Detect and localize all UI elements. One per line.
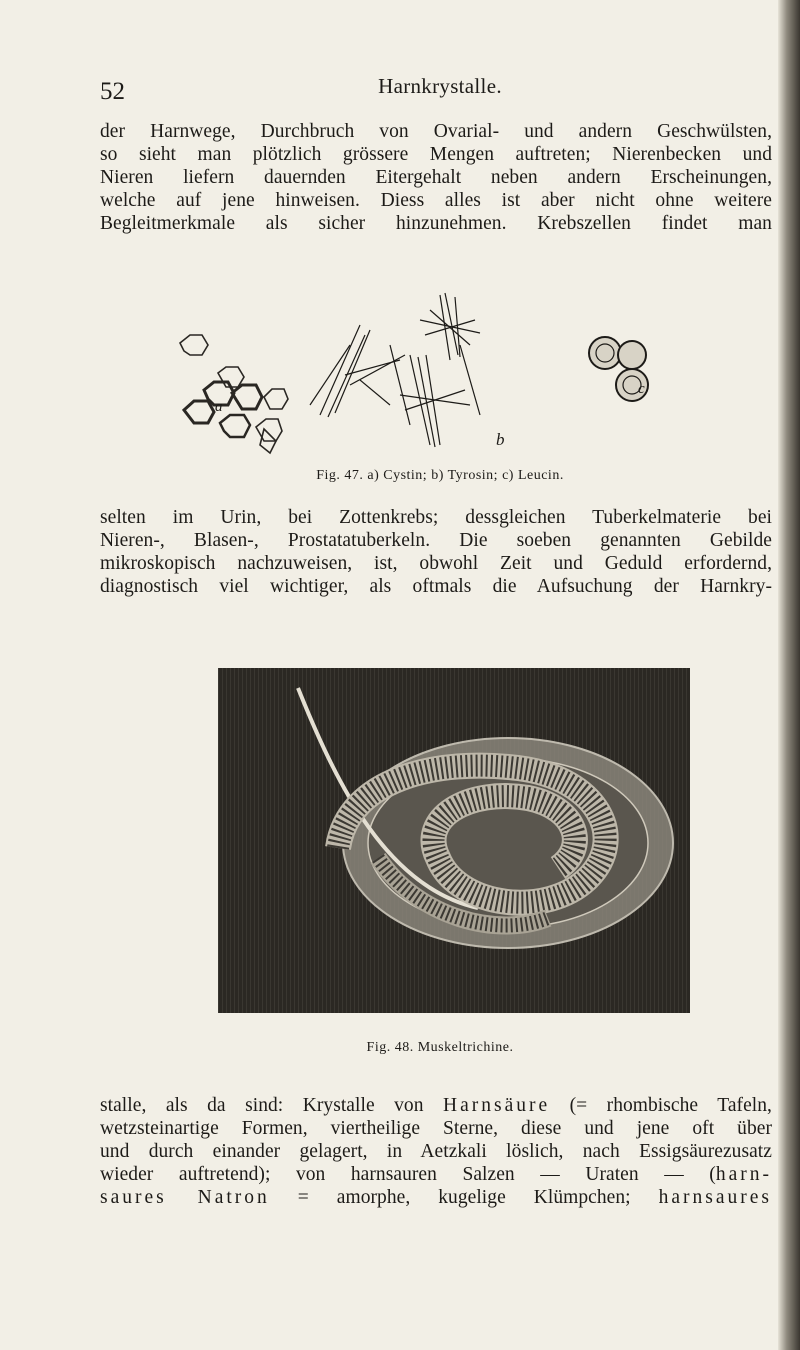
text-segment: stalle, als da sind: Krystalle von — [100, 1095, 424, 1116]
paragraph-3 — [100, 1094, 772, 1209]
page-edge-shadow — [778, 0, 800, 1350]
running-title: Harnkrystalle. — [378, 74, 502, 98]
figure-47-label-a: a — [215, 399, 223, 415]
figure-47 — [160, 285, 645, 455]
tyrosin-needles — [310, 293, 480, 447]
emphasis-harn: harn- — [715, 1164, 772, 1185]
text-line — [100, 1186, 772, 1209]
text-line: welche auf jene hinweisen. Diess alles ist aber nicht ohne weitere — [100, 190, 772, 211]
page-number: 52 — [100, 78, 125, 105]
text-line: Nieren-, Blasen-, Prostatatuberkeln. Die soeben genannten Gebilde — [100, 530, 772, 551]
text-line: Nieren liefern dauernden Eitergehalt neben andern Erscheinungen, — [100, 167, 772, 188]
text-line: so sieht man plötzlich grössere Mengen auftreten; Nierenbecken und — [100, 144, 772, 165]
paragraph-1 — [100, 120, 772, 235]
page-header — [100, 74, 780, 108]
text-line: Begleitmerkmale als sicher hinzunehmen. Krebszellen findet man — [100, 213, 772, 234]
figure-47-label-c: c — [638, 381, 645, 397]
text-line: und durch einander gelagert, in Aetzkali löslich, nach Essigsäurezusatz — [100, 1141, 772, 1162]
figure-47-caption: Fig. 47. a) Cystin; b) Tyrosin; c) Leucin. — [316, 468, 564, 483]
figure-47-label-b: b — [496, 430, 505, 449]
text-line — [100, 1094, 772, 1117]
text-segment: wieder auftretend); von harnsauren Salzen — Uraten — ( — [100, 1164, 716, 1185]
figure-48 — [218, 668, 690, 1013]
emphasis-saures-natron: saures Natron — [100, 1187, 270, 1208]
text-line: selten im Urin, bei Zottenkrebs; dessgleichen Tuberkelmaterie bei — [100, 507, 772, 528]
cystin-crystals — [180, 335, 288, 453]
figure-47-illustration — [160, 285, 645, 455]
text-line: der Harnwege, Durchbruch von Ovarial- und andern Geschwülsten, — [100, 121, 772, 142]
emphasis-harnsaures: harnsaures — [658, 1187, 772, 1208]
text-segment: (= rhombische Tafeln, — [569, 1095, 772, 1116]
figure-48-illustration — [218, 668, 690, 1013]
text-line — [100, 1163, 772, 1186]
figure-48-caption: Fig. 48. Muskeltrichine. — [366, 1040, 514, 1055]
emphasis-harnsaeure: Harnsäure — [443, 1095, 551, 1116]
text-segment: = amorphe, kugelige Klümpchen; — [297, 1187, 631, 1208]
paragraph-2 — [100, 506, 772, 598]
text-line: diagnostisch viel wichtiger, als oftmals die Aufsuchung der Harnkry- — [100, 576, 772, 597]
text-line: wetzsteinartige Formen, viertheilige Sterne, diese und jene oft über — [100, 1118, 772, 1139]
text-line: mikroskopisch nachzuweisen, ist, obwohl Zeit und Geduld erfordernd, — [100, 553, 772, 574]
